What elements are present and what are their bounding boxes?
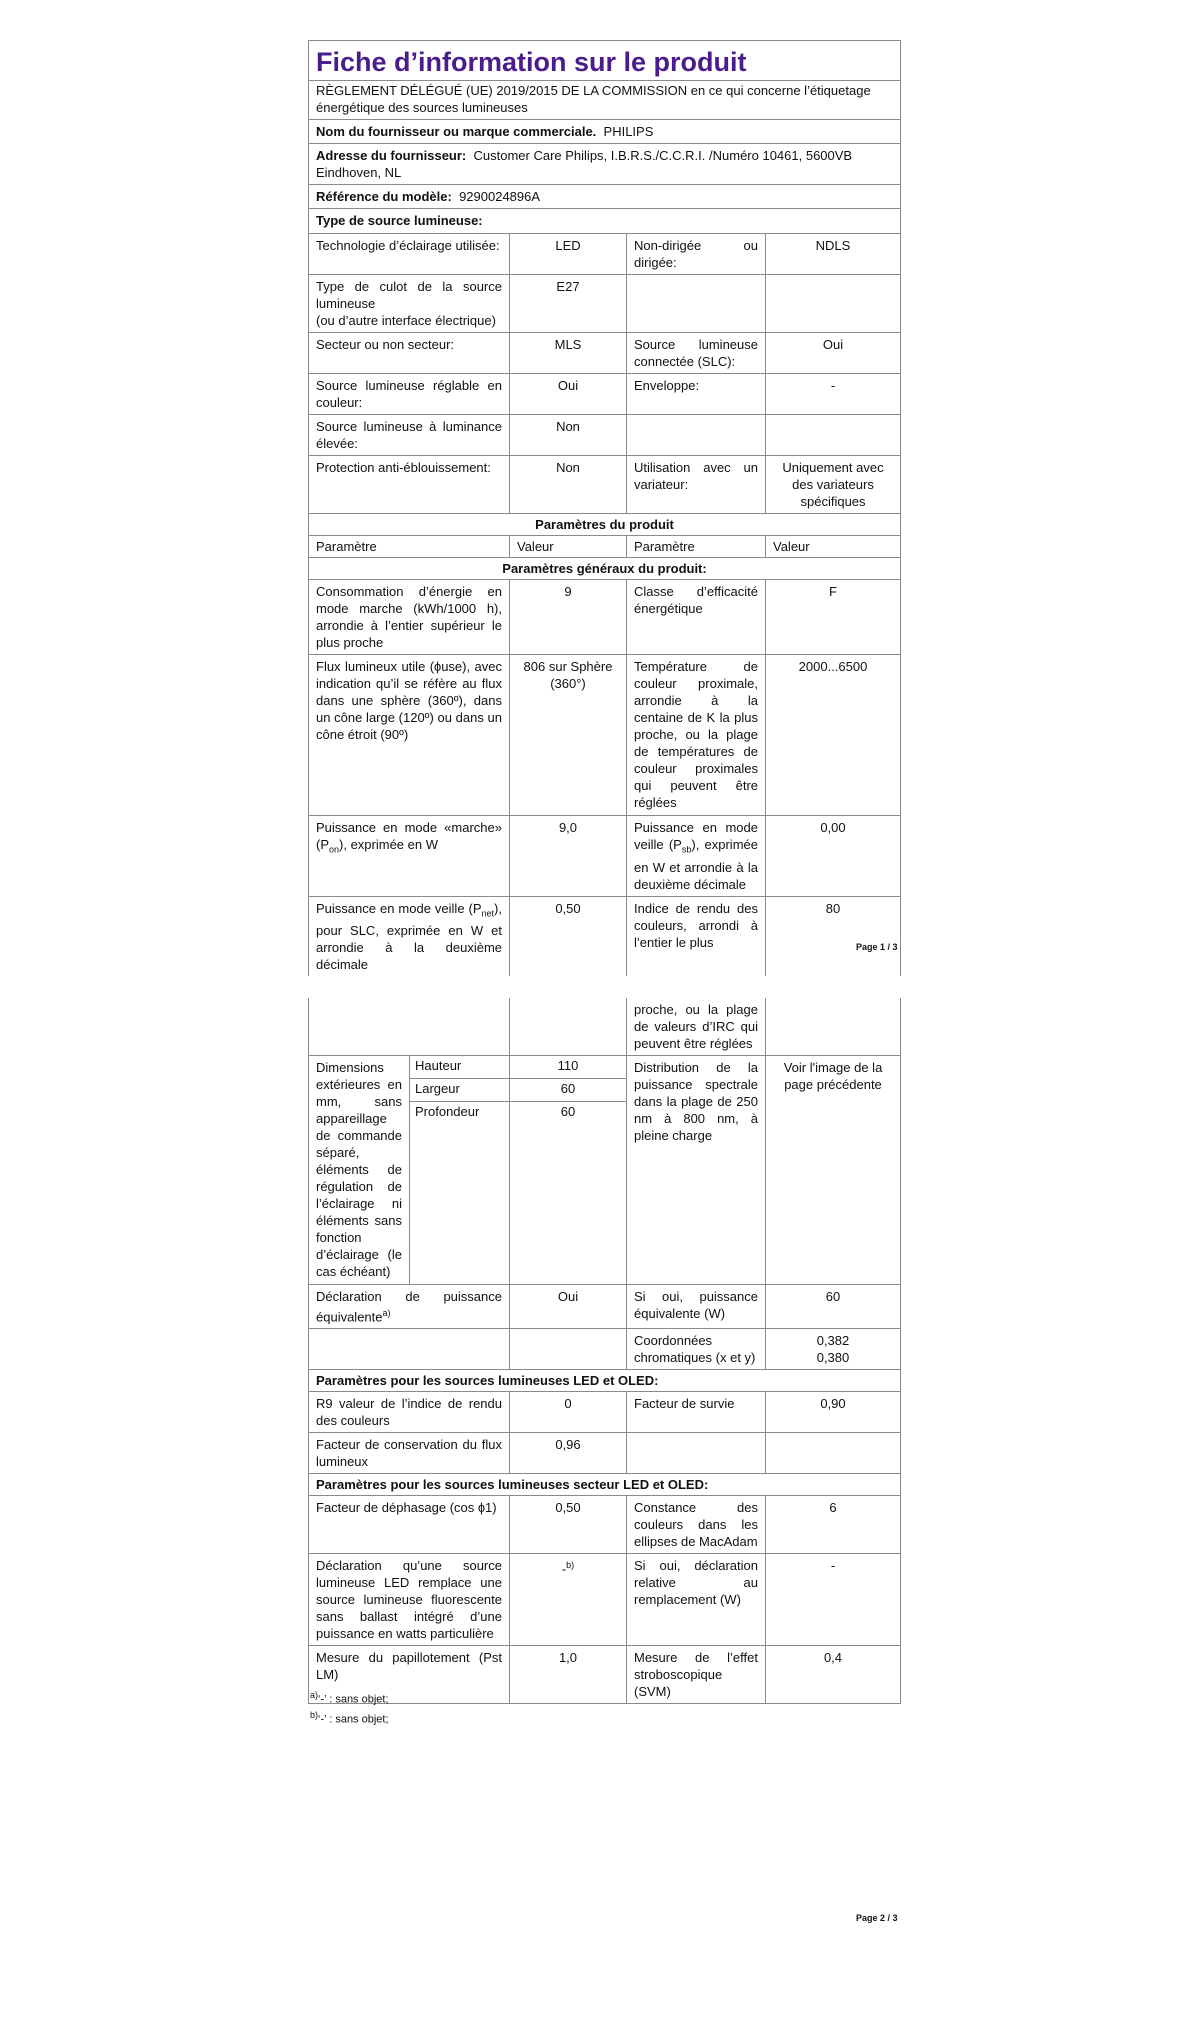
param-label: Classe d’efficacité énergétique <box>627 580 766 655</box>
dimension-name: Largeur <box>410 1079 510 1102</box>
spectral-label: Distribution de la puissance spectrale dans la plage de 250 nm à 800 nm, à pleine charge <box>627 1056 766 1285</box>
supplier-label: Nom du fournisseur ou marque commerciale. <box>316 124 597 139</box>
param-value: 6 <box>766 1496 901 1554</box>
param-value: Oui <box>510 1285 627 1329</box>
page-title: Fiche d’information sur le produit <box>309 41 901 81</box>
page-number: Page 2 / 3 <box>856 1913 898 1923</box>
type-row-label: Protection anti-éblouissement: <box>309 456 510 514</box>
param-value: 1,0 <box>510 1646 627 1704</box>
param-label: Si oui, puissance équivalente (W) <box>627 1285 766 1329</box>
type-row-value: Non <box>510 415 627 456</box>
type-row-label: Secteur ou non secteur: <box>309 333 510 374</box>
type-row-label <box>627 275 766 333</box>
param-label: proche, ou la plage de valeurs d’IRC qui peuvent être réglées <box>627 998 766 1056</box>
model-value: 9290024896A <box>459 189 541 204</box>
param-label: Facteur de survie <box>627 1392 766 1433</box>
dimension-name: Profondeur <box>410 1102 510 1285</box>
param-label: Puissance en mode veille $(P_{sb})$, exprimée en W et arrondie à la deuxième décimale <box>627 816 766 897</box>
source-type-heading: Type de source lumineuse: <box>309 209 901 234</box>
param-row <box>309 1554 901 1646</box>
param-label: Facteur de conservation du flux lumineux <box>309 1433 510 1474</box>
column-header-param: Paramètre <box>627 536 766 558</box>
param-label: Mesure de l’effet stroboscopique (SVM) <box>627 1646 766 1704</box>
param-row <box>309 580 901 655</box>
param-value: 9 <box>510 580 627 655</box>
type-row-value: Uniquement avec des variateurs spécifiques <box>766 456 901 514</box>
param-row <box>309 655 901 816</box>
cap-type-label: Type de culot de la source lumineuse <box>316 279 502 311</box>
type-row-label: Source lumineuse à luminance élevée: <box>309 415 510 456</box>
param-value: 806 sur Sphère (360°) <box>510 655 627 816</box>
param-value <box>766 1433 901 1474</box>
param-label: Puissance en mode veille $(P_{net})$, pour SLC, exprimée en W et arrondie à la deuxième décimale <box>309 896 510 976</box>
type-row-value: MLS <box>510 333 627 374</box>
type-row-label: Enveloppe: <box>627 374 766 415</box>
param-row <box>309 1496 901 1554</box>
param-label: Flux lumineux utile (ɸuse), avec indication qu’il se réfère au flux dans une sphère (360º), dans un cône large (120º) ou dans un cône étroit (90º) <box>309 655 510 816</box>
param-label: Si oui, déclaration relative au remplacement (W) <box>627 1554 766 1646</box>
param-label: R9 valeur de l’indice de rendu des couleurs <box>309 1392 510 1433</box>
param-value: -$^{b)}$ <box>510 1554 627 1646</box>
type-row-label: Utilisation avec un variateur: <box>627 456 766 514</box>
address-value: Customer Care Philips, I.B.R.S./C.C.R.I. /Numéro 10461, 5600VB Eindhoven, NL <box>316 148 853 180</box>
address-row <box>309 144 901 185</box>
param-label: Constance des couleurs dans les ellipses de MacAdam <box>627 1496 766 1554</box>
mains-params-heading: Paramètres pour les sources lumineuses secteur LED et OLED: <box>309 1474 901 1496</box>
column-header-param: Paramètre <box>309 536 510 558</box>
param-row <box>309 1646 901 1704</box>
param-row <box>309 1392 901 1433</box>
column-headers <box>309 536 901 558</box>
general-params-heading: Paramètres généraux du produit: <box>309 558 901 580</box>
param-value: 0,4 <box>766 1646 901 1704</box>
dimension-value: 110 <box>510 1056 627 1079</box>
model-row <box>309 185 901 209</box>
product-info-table-1 <box>308 40 901 976</box>
param-value: 0,96 <box>510 1433 627 1474</box>
param-value: 0 <box>510 1392 627 1433</box>
param-row <box>309 816 901 897</box>
type-row-value: E27 <box>510 275 627 333</box>
type-row-value: Oui <box>510 374 627 415</box>
dimension-name: Hauteur <box>410 1056 510 1079</box>
type-row-label: Technologie d’éclairage utilisée: <box>309 234 510 275</box>
type-row-label: Non-dirigée ou dirigée: <box>627 234 766 275</box>
param-value: 0,50 <box>510 896 627 976</box>
param-label: Facteur de déphasage (cos ɸ1) <box>309 1496 510 1554</box>
address-label: Adresse du fournisseur: <box>316 148 467 163</box>
param-value: 60 <box>766 1285 901 1329</box>
type-row <box>309 456 901 514</box>
param-value: 2000...6500 <box>766 655 901 816</box>
param-value: 0,00 <box>766 816 901 897</box>
regulation-text: RÈGLEMENT DÉLÉGUÉ (UE) 2019/2015 DE LA COMMISSION en ce qui concerne l’étiquetage énergétique des sources lumineuses <box>309 81 901 120</box>
param-row <box>309 1329 901 1370</box>
param-row <box>309 1433 901 1474</box>
type-row-label: Source lumineuse connectée (SLC): <box>627 333 766 374</box>
param-label: Consommation d’énergie en mode marche (kWh/1000 h), arrondie à l’entier supérieur le plus proche <box>309 580 510 655</box>
type-row-label: Source lumineuse réglable en couleur: <box>309 374 510 415</box>
type-row-value: Non <box>510 456 627 514</box>
type-row <box>309 333 901 374</box>
type-row <box>309 275 901 333</box>
param-label: Déclaration qu’une source lumineuse LED remplace une source lumineuse fluorescente sans ballast intégré d’une puissance en watts particulière <box>309 1554 510 1646</box>
led-params-heading: Paramètres pour les sources lumineuses LED et OLED: <box>309 1370 901 1392</box>
param-value: 0,50 <box>510 1496 627 1554</box>
column-header-value: Valeur <box>766 536 901 558</box>
footnote-a: $^{a)}$‘-’ : sans objet; <box>310 1690 389 1706</box>
param-label <box>627 1433 766 1474</box>
type-row-value: Oui <box>766 333 901 374</box>
type-row-value: LED <box>510 234 627 275</box>
product-params-heading: Paramètres du produit <box>309 514 901 536</box>
product-info-table-2 <box>308 998 901 1704</box>
param-label: Puissance en mode «marche» $(P_{on})$, exprimée en W <box>309 816 510 897</box>
param-value: 9,0 <box>510 816 627 897</box>
param-row <box>309 1285 901 1329</box>
model-label: Référence du modèle: <box>316 189 452 204</box>
type-row-label <box>627 415 766 456</box>
param-label: Mesure du papillotement (Pst LM) <box>309 1646 510 1704</box>
dimension-value: 60 <box>510 1102 627 1285</box>
column-header-value: Valeur <box>510 536 627 558</box>
type-row-value <box>766 275 901 333</box>
param-label: Déclaration de puissance équivalente$^{a)}$ <box>309 1285 510 1329</box>
supplier-row <box>309 120 901 144</box>
param-row <box>309 896 901 976</box>
page-number: Page 1 / 3 <box>856 942 898 952</box>
type-row-label <box>309 275 510 333</box>
type-row <box>309 415 901 456</box>
type-row-value: - <box>766 374 901 415</box>
dimensions-row <box>309 1056 901 1079</box>
cap-type-note: (ou d’autre interface électrique) <box>316 313 496 328</box>
dimensions-label: Dimensions extérieures en mm, sans appareillage de commande séparé, éléments de régulation de l’éclairage ni éléments sans fonction d’éclairage (le cas échéant) <box>309 1056 410 1285</box>
type-row <box>309 234 901 275</box>
page-2 <box>308 998 900 1704</box>
type-row-value: NDLS <box>766 234 901 275</box>
spectral-value: Voir l'image de la page précédente <box>766 1056 901 1285</box>
param-value: - <box>766 1554 901 1646</box>
param-value: 80 <box>766 896 901 976</box>
type-row <box>309 374 901 415</box>
param-value: F <box>766 580 901 655</box>
page-1 <box>308 40 900 976</box>
param-label: Indice de rendu des couleurs, arrondi à l’entier le plus <box>627 896 766 976</box>
param-label: Coordonnées chromatiques (x et y) <box>627 1329 766 1370</box>
param-value: 0,90 <box>766 1392 901 1433</box>
type-row-value <box>766 415 901 456</box>
supplier-value: PHILIPS <box>603 124 654 139</box>
param-label: Température de couleur proximale, arrondie à la centaine de K la plus proche, ou la plage de températures de couleur proximales qui peuvent être réglées <box>627 655 766 816</box>
cri-continuation-row <box>309 998 901 1056</box>
param-value: 0,382 0,380 <box>766 1329 901 1370</box>
dimension-value: 60 <box>510 1079 627 1102</box>
footnote-b: $^{b)}$‘-’ : sans objet; <box>310 1710 389 1726</box>
